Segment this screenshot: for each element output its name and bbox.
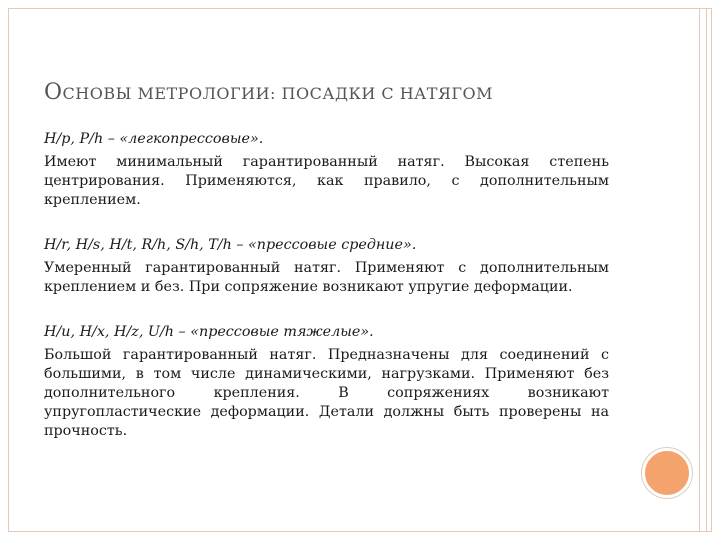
section-light-press <box>44 130 609 210</box>
decorative-circle <box>642 448 692 498</box>
section-medium-press <box>44 236 609 297</box>
section-heading: H/r, H/s, H/t, R/h, S/h, T/h – «прессовые средние». <box>44 237 417 253</box>
title-rest: СНОВЫ МЕТРОЛОГИИ: ПОСАДКИ С НАТЯГОМ <box>62 84 493 103</box>
section-text: Имеют минимальный гарантированный натяг. Высокая степень центрирования. Применяются, как правило, с дополнительным креплением. <box>44 154 609 208</box>
title-first-letter: О <box>44 80 63 105</box>
section-heading: H/p, P/h – «легкопрессовые». <box>44 131 264 147</box>
vertical-rule <box>706 9 707 531</box>
section-heading: H/u, H/x, H/z, U/h – «прессовые тяжелые». <box>44 324 374 340</box>
section-text: Умеренный гарантированный натяг. Применяют с дополнительным креплением и без. При сопряжение возникают упругие деформации. <box>44 260 609 295</box>
section-text: Большой гарантированный натяг. Предназначены для соединений с большими, в том числе динамическими, нагрузками. Применяют без дополнительного крепления. В сопряжениях возникают упругопластические деформации. Детали должны быть проверены на прочность. <box>44 347 609 439</box>
section-heavy-press <box>44 323 609 441</box>
slide-content <box>44 130 609 467</box>
slide-title <box>44 80 493 105</box>
vertical-rule <box>699 9 700 531</box>
